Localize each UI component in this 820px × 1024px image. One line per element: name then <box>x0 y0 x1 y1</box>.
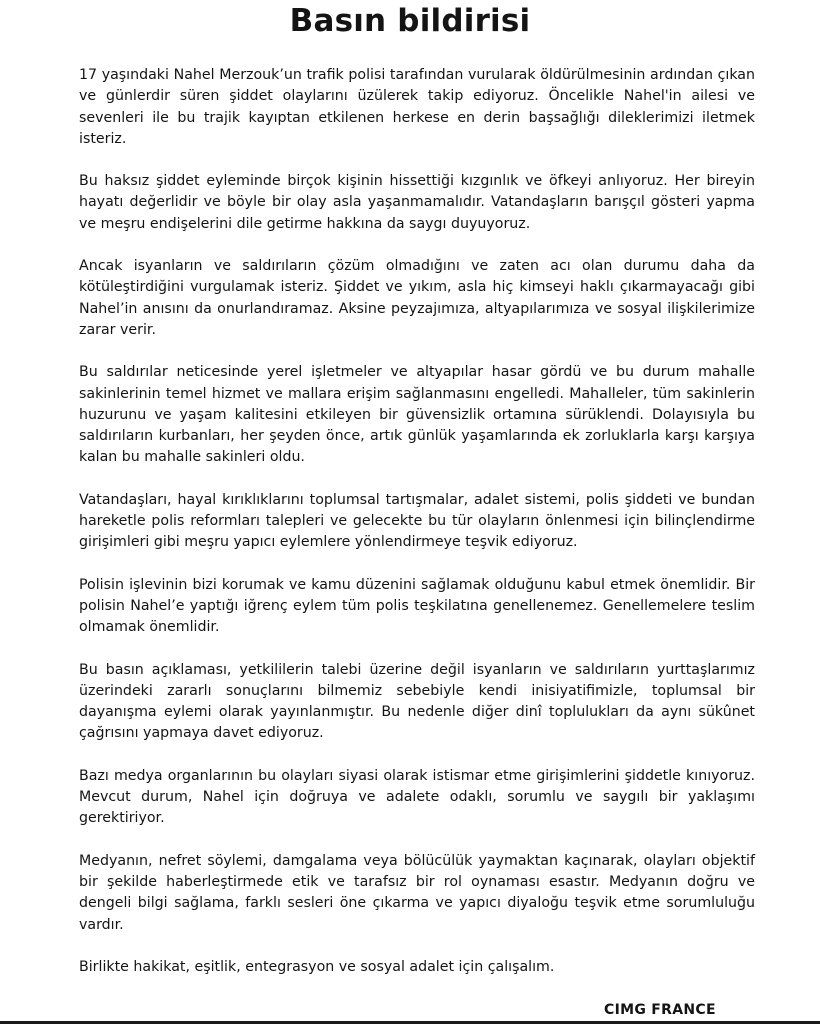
paragraph-8: Bazı medya organlarının bu olayları siyasi olarak istismar etme girişimlerini şiddetle kınıyoruz. Mevcut durum, Nahel için doğruya ve adalete odaklı, sorumlu ve saygılı bir yaklaşımı gerektiriyor. <box>79 767 755 827</box>
paragraph-5: Vatandaşları, hayal kırıklıklarını toplumsal tartışmalar, adalet sistemi, polis şiddeti ve bundan hareketle polis reformları talepleri ve gelecekte bu tür olayların önlenmesi için bilinçlendirme girişimleri gibi meşru yapıcı eylemlere yönlendirmeye teşvik ediyoruz. <box>79 491 755 551</box>
paragraph-3: Ancak isyanların ve saldırıların çözüm olmadığını ve zaten acı olan durumu daha da kötüleştirdiğini vurgulamak isteriz. Şiddet ve yıkım, asla hiç kimseyi haklı çıkarmayacağı gibi Nahel’in anısını da onurlandıramaz. Aksine peyzajımıza, altyapılarımıza ve sosyal ilişkilerimize zarar verir. <box>79 258 755 338</box>
paragraph-2: Bu haksız şiddet eyleminde birçok kişinin hissettiği kızgınlık ve öfkeyi anlıyoruz. Her bireyin hayatı değerlidir ve böyle bir olay asla yaşanmamalıdır. Vatandaşların barışçıl gösteri yapma ve meşru endişelerini dile getirme hakkına da saygı duyuyoruz. <box>79 173 755 232</box>
paragraph-7: Bu basın açıklaması, yetkililerin talebi üzerine değil isyanların ve saldırıların yurttaşlarımız üzerindeki zararlı sonuçlarını bilmemiz sebebiyle kendi inisiyatifimizle, toplumsal bir dayanışma eylemi olarak yayınlanmıştır. Bu nedenle diğer dinî toplulukları da aynı sükûnet çağrısını yapmaya davet ediyoruz. <box>79 661 755 742</box>
paragraph-4: Bu saldırılar neticesinde yerel işletmeler ve altyapılar hasar gördü ve bu durum mahalle sakinlerinin temel hizmet ve mallara erişim sağlanmasını engelledi. Mahalleler, tüm sakinlerin huzurunu ve yaşam kalitesini etkileyen bir güvensizlik ortamına sürüklendi. Dolayısıyla bu saldırıların kurbanları, her şeyden önce, artık günlük yaşamlarında ek zorluklarla karşı karşıya kalan bu mahalle sakinleri oldu. <box>79 364 755 466</box>
document-body <box>79 65 755 999</box>
paragraph-6: Polisin işlevinin bizi korumak ve kamu düzenini sağlamak olduğunu kabul etmek önemlidir. Bir polisin Nahel’e yaptığı iğrenç eylem tüm polis teşkilatına genellenemez. Genellemelere teslim olmamak önemlidir. <box>79 576 755 636</box>
paragraph-1: 17 yaşındaki Nahel Merzouk’un trafik polisi tarafından vurularak öldürülmesinin ardından çıkan ve günlerdir süren şiddet olaylarını üzülerek takip ediyoruz. Öncelikle Nahel'in ailesi ve sevenleri ile bu trajik kayıptan etkilenen herkese en derin başsağlığı dileklerimizi iletmek isteriz. <box>79 67 755 147</box>
document-title: Basın bildirisi <box>289 3 531 39</box>
paragraph-9: Medyanın, nefret söylemi, damgalama veya bölücülük yaymaktan kaçınarak, olayları objektif bir şekilde haberleştirmede etik ve tarafsız bir rol oynaması esastır. Medyanın doğru ve dengeli bilgi sağlama, farklı sesleri öne çıkarma ve yapıcı diyaloğu teşvik etme sorumluluğu vardır. <box>79 852 755 933</box>
paragraph-10: Birlikte hakikat, eşitlik, entegrasyon ve sosyal adalet için çalışalım. <box>79 958 555 975</box>
signature: CIMG FRANCE <box>604 1002 716 1018</box>
